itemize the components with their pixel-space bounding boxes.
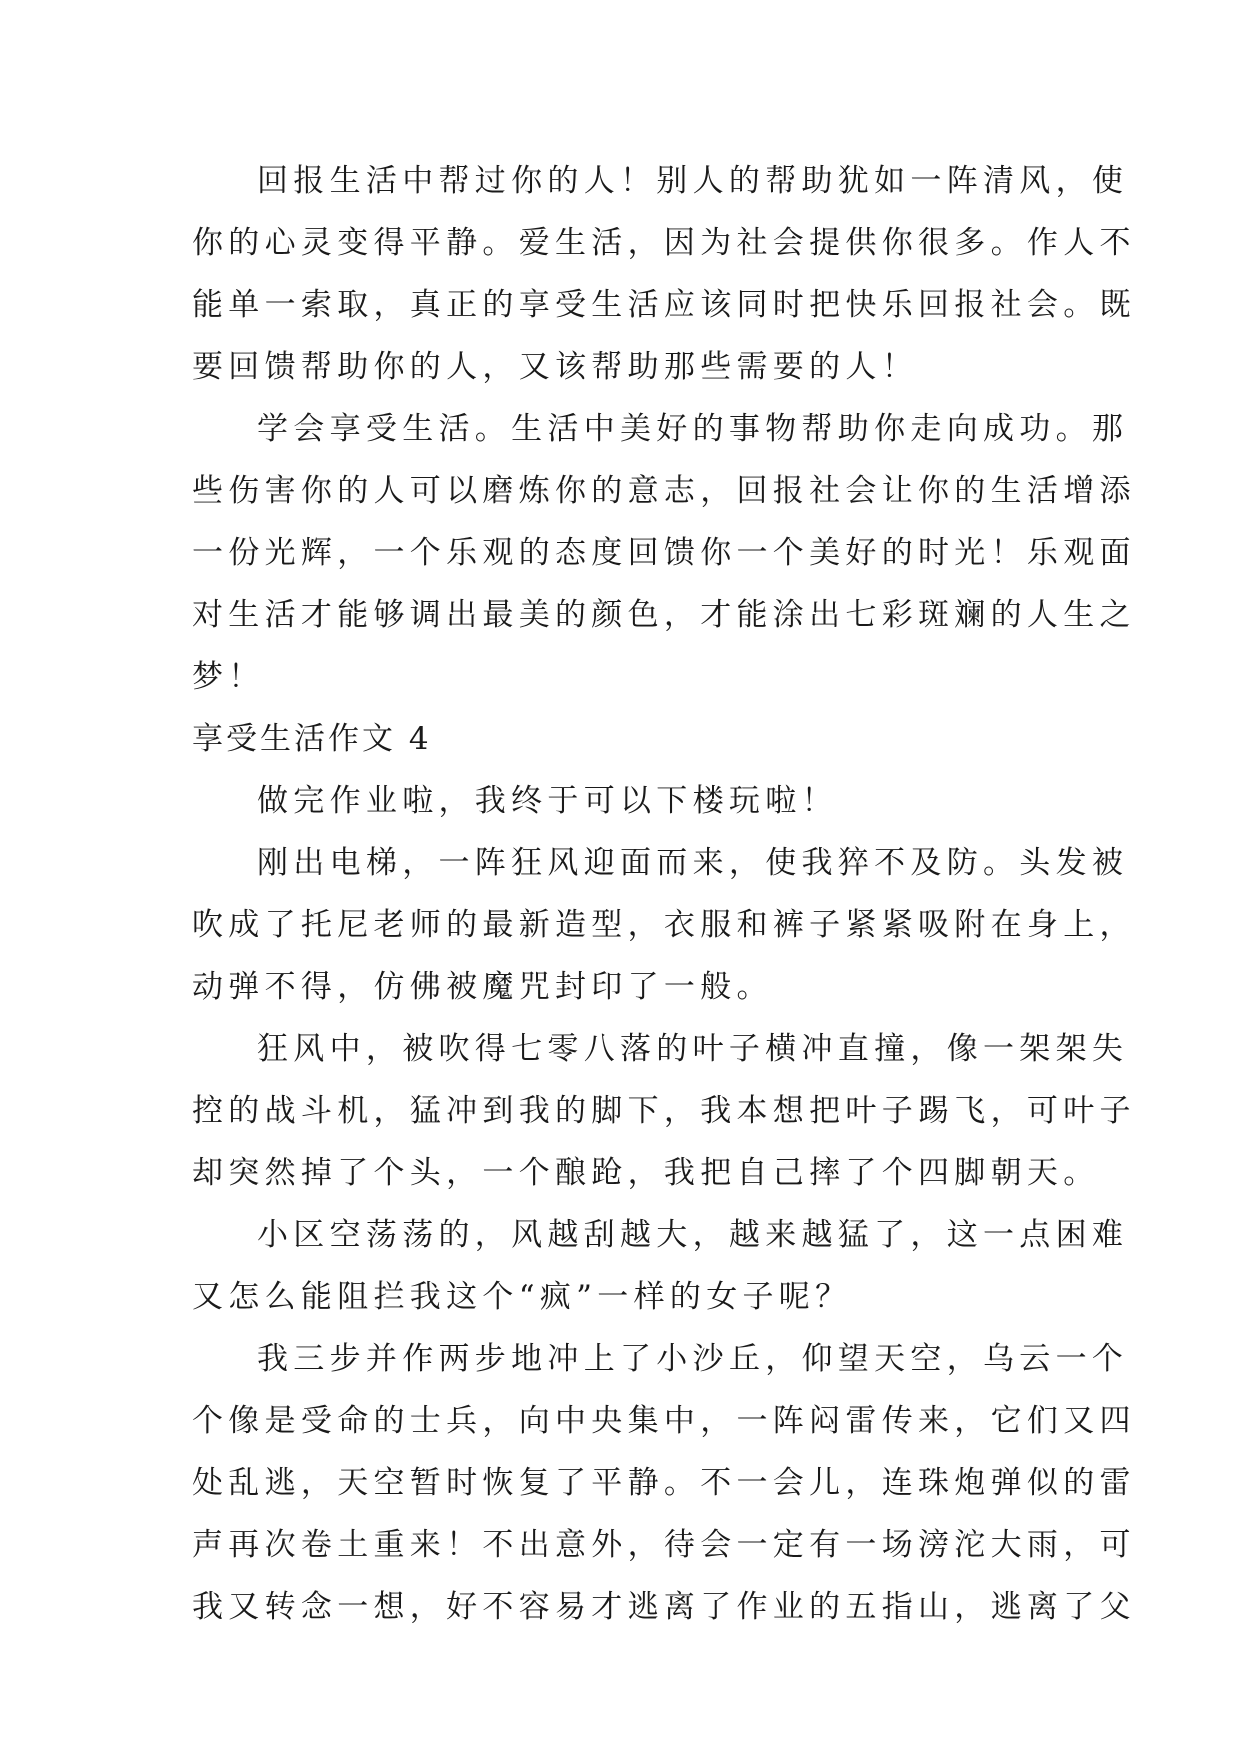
section-heading: 享受生活作文 4 (192, 721, 432, 757)
paragraph-line: 处乱逃，天空暂时恢复了平静。不一会儿，连珠炮弹似的雷 (192, 1465, 1136, 1501)
paragraph-line: 要回馈帮助你的人，又该帮助那些需要的人！ (192, 349, 918, 385)
paragraph-line: 能单一索取，真正的享受生活应该同时把快乐回报社会。既 (192, 287, 1136, 323)
paragraph-line: 你的心灵变得平静。爱生活，因为社会提供你很多。作人不 (192, 225, 1136, 261)
paragraph-line: 我又转念一想，好不容易才逃离了作业的五指山，逃离了父 (192, 1589, 1136, 1625)
paragraph-line: 些伤害你的人可以磨炼你的意志，回报社会让你的生活增添 (192, 473, 1136, 509)
paragraph-line: 梦！ (192, 659, 265, 695)
paragraph-line: 做完作业啦，我终于可以下楼玩啦！ (257, 783, 838, 819)
document-page (192, 150, 1136, 1638)
paragraph-line: 我三步并作两步地冲上了小沙丘，仰望天空，乌云一个 (257, 1341, 1129, 1377)
paragraph-line: 刚出电梯，一阵狂风迎面而来，使我猝不及防。头发被 (257, 845, 1129, 881)
paragraph-line: 控的战斗机，猛冲到我的脚下，我本想把叶子踢飞，可叶子 (192, 1093, 1136, 1129)
paragraph-line: 个像是受命的士兵，向中央集中，一阵闷雷传来，它们又四 (192, 1403, 1136, 1439)
paragraph-line: 却突然掉了个头，一个酿跄，我把自己摔了个四脚朝天。 (192, 1155, 1100, 1191)
paragraph-line: 对生活才能够调出最美的颜色，才能涂出七彩斑斓的人生之 (192, 597, 1136, 633)
paragraph-line: 动弹不得，仿佛被魔咒封印了一般。 (192, 969, 773, 1005)
paragraph-line: 声再次卷土重来！不出意外，待会一定有一场滂沱大雨，可 (192, 1527, 1136, 1563)
paragraph-line: 一份光辉，一个乐观的态度回馈你一个美好的时光！乐观面 (192, 535, 1136, 571)
paragraph-line: 狂风中，被吹得七零八落的叶子横冲直撞，像一架架失 (257, 1031, 1129, 1067)
paragraph-line: 学会享受生活。生活中美好的事物帮助你走向成功。那 (257, 411, 1129, 447)
paragraph-line: 吹成了托尼老师的最新造型，衣服和裤子紧紧吸附在身上， (192, 907, 1136, 943)
paragraph-line: 又怎么能阻拦我这个“疯”一样的女子呢？ (192, 1279, 852, 1315)
paragraph-line: 小区空荡荡的，风越刮越大，越来越猛了，这一点困难 (257, 1217, 1129, 1253)
paragraph-line: 回报生活中帮过你的人！别人的帮助犹如一阵清风，使 (257, 163, 1129, 199)
